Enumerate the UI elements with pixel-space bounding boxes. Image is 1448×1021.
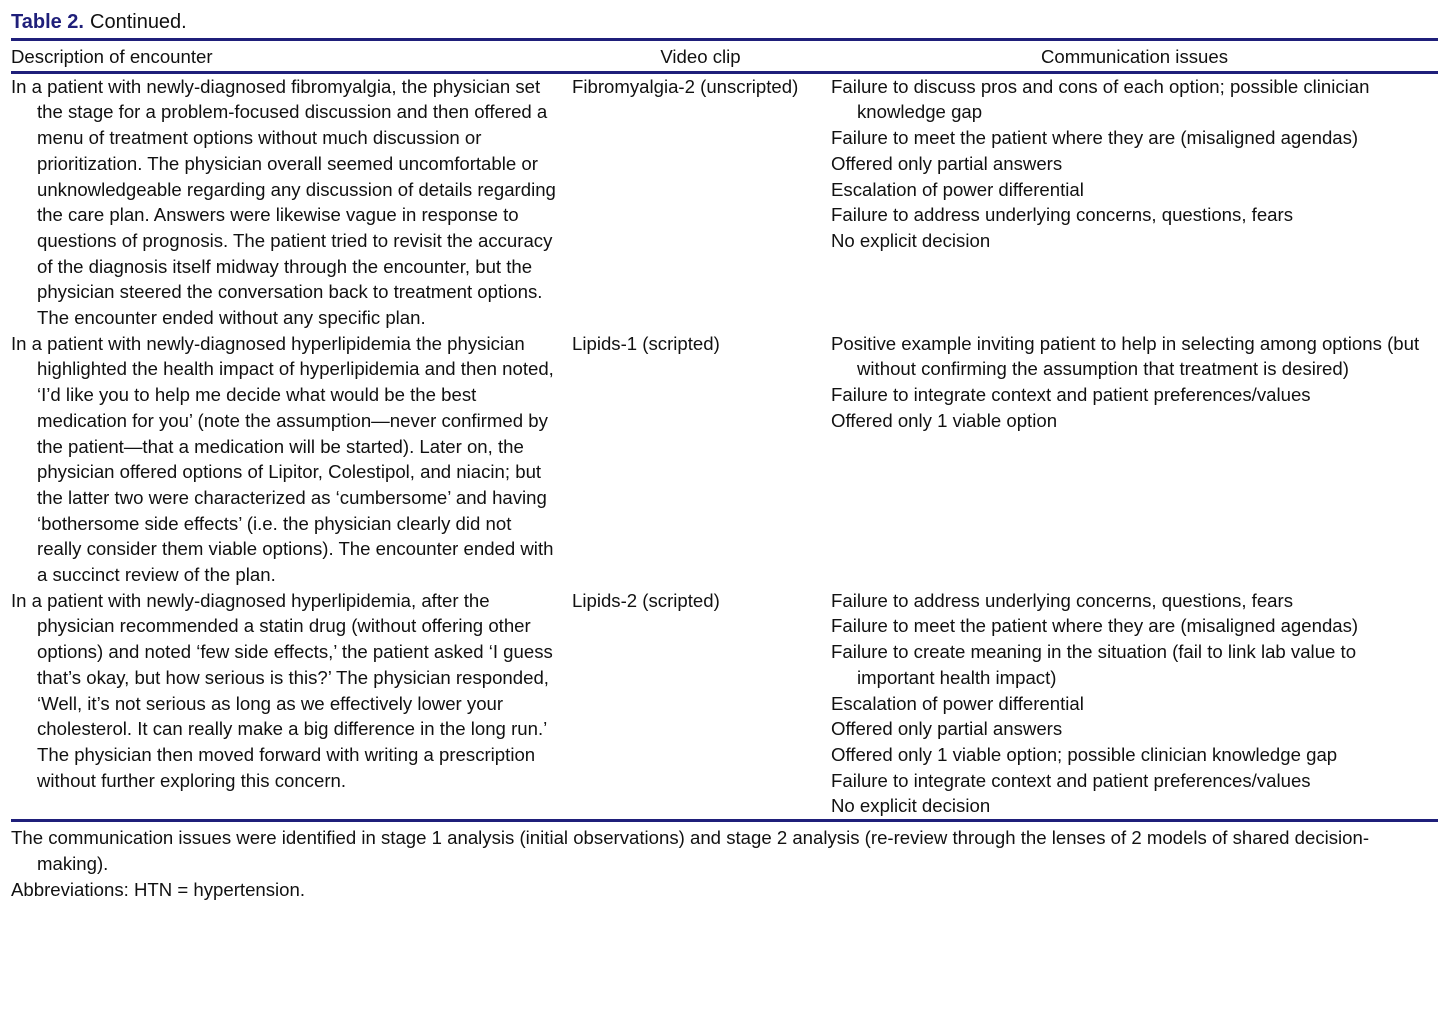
- communication-issue: Offered only 1 viable option: [831, 409, 1058, 431]
- communication-issue: Failure to create meaning in the situation (fail to link lab value to important health impact): [831, 641, 1357, 688]
- table-caption: [11, 8, 1438, 36]
- caption-label: Table 2.: [11, 11, 84, 33]
- header-row: [11, 40, 1438, 73]
- footnote-abbreviations: Abbreviations: HTN = hypertension.: [11, 879, 306, 901]
- table-row: [11, 588, 1438, 821]
- table-row: [11, 72, 1438, 331]
- header-description: Description of encounter: [11, 46, 213, 67]
- communication-issue: No explicit decision: [831, 795, 991, 817]
- table-container: [11, 8, 1438, 903]
- communication-issue: Failure to integrate context and patient preferences/values: [831, 384, 1311, 406]
- communication-issue: Failure to discuss pros and cons of each option; possible clinician knowledge gap: [831, 75, 1370, 123]
- communication-issue: Positive example inviting patient to help in selecting among options (but without confirming the assumption that treatment is desired): [831, 332, 1420, 380]
- encounter-description: In a patient with newly-diagnosed hyperlipidemia, after the physician recommended a statin drug (without offering other options) and noted ‘few side effects,’ the patient asked ‘I guess that’s okay, but how serious is this?’ The physician responded, ‘Well, it’s not serious as long as we effectively lower your cholesterol. It can really make a big difference in the long run.’ The physician then moved forward with writing a prescription without further exploring this concern.: [11, 589, 553, 791]
- video-clip: Fibromyalgia-2 (unscripted): [572, 75, 799, 97]
- video-clip: Lipids-2 (scripted): [572, 589, 720, 611]
- caption-text: Continued.: [90, 11, 187, 33]
- encounter-description: In a patient with newly-diagnosed hyperlipidemia the physician highlighted the health impact of hyperlipidemia and then noted, ‘I’d like you to help me decide what would be the best medication for you’ (note the assumption—never confirmed by the patient—that a medication will be started). Later on, the physician offered options of Lipitor, Colestipol, and niacin; but the latter two were characterized as ‘cumbersome’ and having ‘bothersome side effects’ (i.e. the physician clearly did not really consider them viable options). The encounter ended with a succinct review of the plan.: [11, 332, 554, 586]
- communication-issue: Failure to address underlying concerns, questions, fears: [831, 589, 1293, 611]
- communication-issue: Offered only 1 viable option; possible clinician knowledge gap: [831, 743, 1338, 765]
- communication-issue: Failure to address underlying concerns, questions, fears: [831, 204, 1293, 226]
- communication-issue: Failure to meet the patient where they are (misaligned agendas): [831, 615, 1359, 637]
- header-video-clip: Video clip: [660, 46, 741, 67]
- table-row: [11, 331, 1438, 588]
- header-communication-issues: Communication issues: [1040, 46, 1229, 67]
- communication-issue: Offered only partial answers: [831, 152, 1063, 174]
- table-footnotes: [11, 825, 1438, 903]
- communication-issue: Escalation of power differential: [831, 692, 1084, 714]
- communication-issue: Escalation of power differential: [831, 178, 1084, 200]
- encounters-table: [11, 38, 1438, 822]
- encounter-description: In a patient with newly-diagnosed fibromyalgia, the physician set the stage for a problem-focused discussion and then offered a menu of treatment options without much discussion or prioritization. The physician overall seemed uncomfortable or unknowledgeable regarding any discussion of details regarding the care plan. Answers were likewise vague in response to questions of prognosis. The patient tried to revisit the accuracy of the diagnosis itself midway through the encounter, but the physician steered the conversation back to treatment options. The encounter ended without any specific plan.: [11, 75, 556, 329]
- communication-issue: Failure to integrate context and patient preferences/values: [831, 769, 1311, 791]
- communication-issue: Offered only partial answers: [831, 718, 1063, 740]
- communication-issue: No explicit decision: [831, 229, 991, 251]
- video-clip: Lipids-1 (scripted): [572, 332, 720, 354]
- communication-issue: Failure to meet the patient where they are (misaligned agendas): [831, 127, 1359, 149]
- footnote: The communication issues were identified in stage 1 analysis (initial observations) and stage 2 analysis (re-review through the lenses of 2 models of shared decision-making).: [11, 827, 1370, 875]
